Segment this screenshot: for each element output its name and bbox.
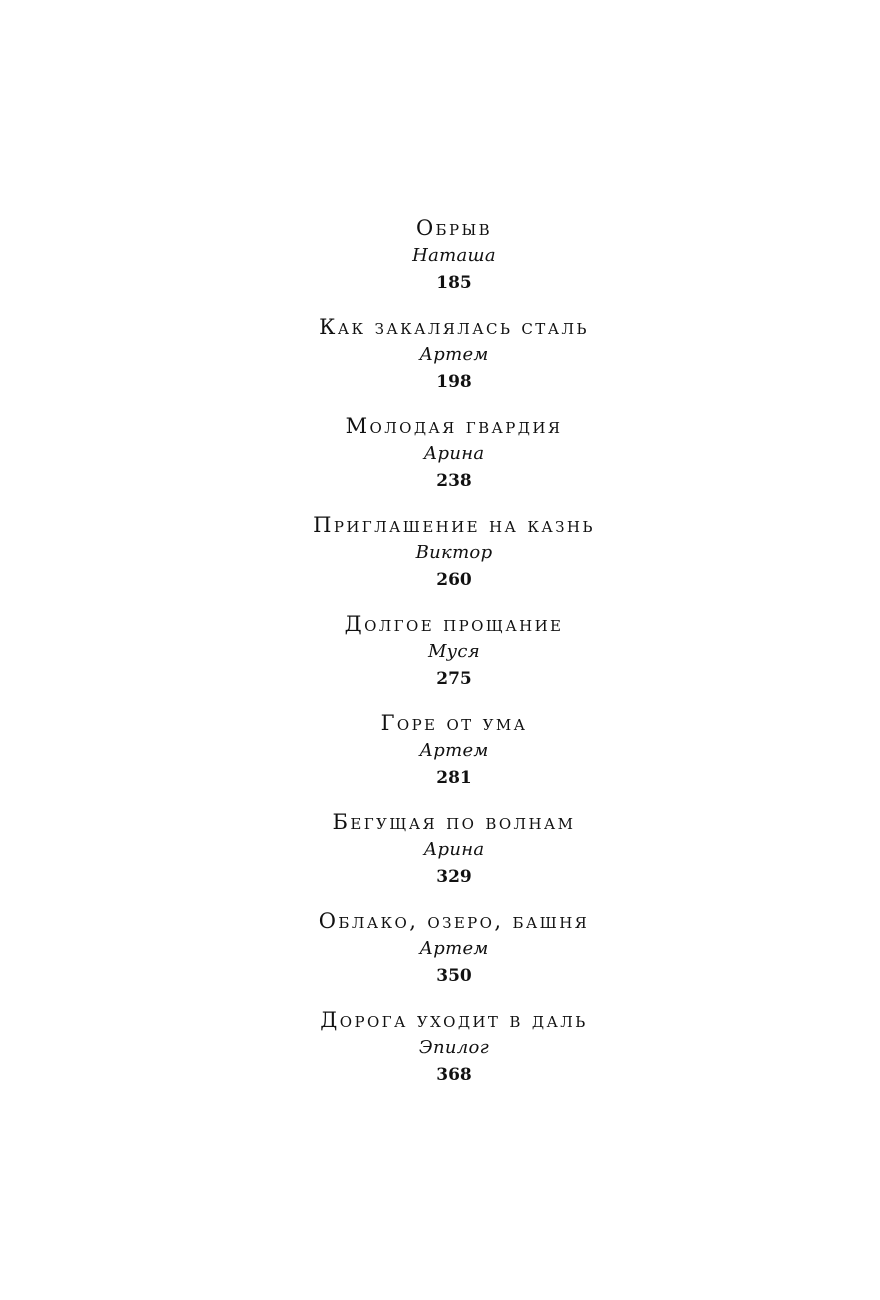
page-number: 260	[436, 570, 472, 590]
page-number: 281	[436, 768, 472, 788]
chapter-narrator: Муся	[427, 641, 481, 662]
chapter-narrator: Наташа	[412, 245, 496, 266]
toc-entry[interactable]	[28, 609, 880, 708]
page-number: 238	[436, 471, 472, 491]
chapter-title: Долгое прощание	[344, 612, 564, 636]
toc-entry[interactable]	[28, 1005, 880, 1104]
chapter-narrator: Артем	[419, 740, 489, 761]
chapter-title: Горе от ума	[380, 711, 528, 735]
toc-entry[interactable]	[28, 411, 880, 510]
page-number: 368	[436, 1065, 472, 1085]
chapter-narrator: Эпилог	[418, 1037, 490, 1058]
chapter-title: Как закалялась сталь	[319, 315, 589, 339]
toc-entry[interactable]	[28, 213, 880, 312]
table-of-contents	[0, 213, 880, 1104]
chapter-narrator: Артем	[419, 344, 489, 365]
toc-entry[interactable]	[28, 510, 880, 609]
chapter-title: Приглашение на казнь	[313, 513, 595, 537]
chapter-title: Облако, озеро, башня	[318, 909, 590, 933]
toc-entry[interactable]	[28, 906, 880, 1005]
chapter-title: Бегущая по волнам	[332, 810, 576, 834]
chapter-narrator: Артем	[419, 938, 489, 959]
page-number: 350	[436, 966, 472, 986]
chapter-title: Дорога уходит в даль	[320, 1008, 588, 1032]
page-number: 198	[436, 372, 472, 392]
page-number: 185	[436, 273, 472, 293]
toc-entry[interactable]	[28, 312, 880, 411]
chapter-narrator: Арина	[423, 839, 485, 860]
chapter-narrator: Арина	[423, 443, 485, 464]
toc-entry[interactable]	[28, 708, 880, 807]
chapter-narrator: Виктор	[415, 542, 493, 563]
page-number: 275	[436, 669, 472, 689]
chapter-title: Обрыв	[415, 216, 493, 240]
chapter-title: Молодая гвардия	[345, 414, 563, 438]
page-number: 329	[436, 867, 472, 887]
toc-entry[interactable]	[28, 807, 880, 906]
